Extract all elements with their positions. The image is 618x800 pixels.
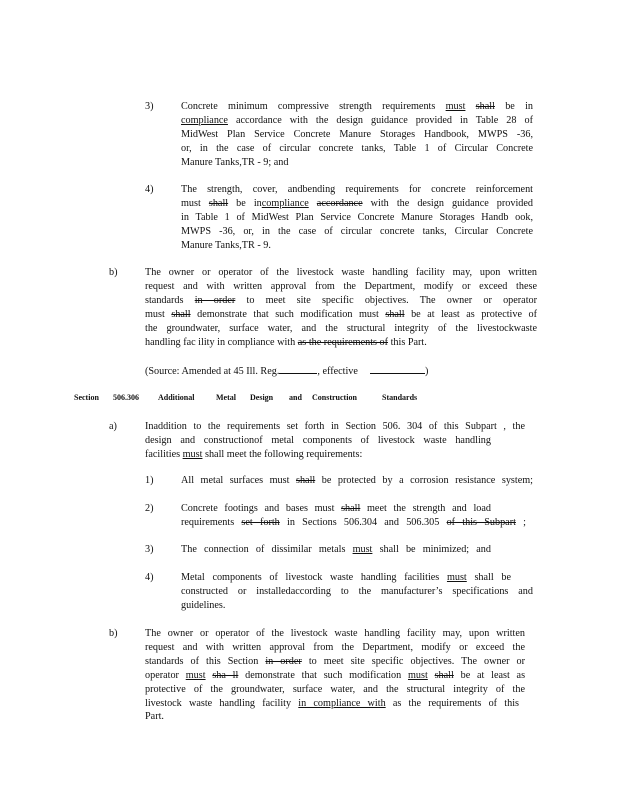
paragraph-item-2-footings xyxy=(181,502,526,530)
item-number: 3) xyxy=(145,101,154,112)
deleted-text: shall xyxy=(434,669,454,681)
text-line: guidelines. xyxy=(181,599,226,611)
text-line: MidWest Plan Service Concrete Manure Storages Handbook, MWPS -36, xyxy=(181,128,533,140)
inserted-text: in compliance with xyxy=(298,697,386,709)
text-line: in Table 1 of MidWest Plan Service Concrete Manure Storages Handb ook, xyxy=(181,211,533,223)
paragraph-item-4-reinforcement xyxy=(181,183,533,253)
inserted-text: must xyxy=(352,544,373,555)
text-line: Concrete minimum compressive strength requirements must shall be in xyxy=(181,101,534,112)
section-title-word: Metal xyxy=(216,393,236,402)
text-line: operator must sha ll demonstrate that such modification must shall be at least as xyxy=(145,669,526,681)
paragraph-item-a-metal-components xyxy=(145,420,525,462)
section-label: Section xyxy=(74,393,99,402)
inserted-text: must xyxy=(182,448,203,460)
deleted-text: set forth xyxy=(241,516,280,528)
deleted-text: shall xyxy=(475,101,495,112)
text-line: Inaddition to the requirements set forth in Section 506. 304 of this Subpart , the xyxy=(145,421,525,432)
text-line: request and with written approval from the Department, modify or exceed these xyxy=(145,280,537,292)
deleted-text: in order xyxy=(194,294,236,306)
deleted-text: of this Subpart xyxy=(446,516,516,528)
item-number: 4) xyxy=(145,184,154,195)
item-letter: a) xyxy=(109,421,117,432)
paragraph-item-4-installation xyxy=(181,571,533,613)
deleted-text: shall xyxy=(341,503,361,514)
deleted-text: shall xyxy=(385,308,405,320)
text-line: constructed or installedaccording to the manufacturer’s specifications and xyxy=(181,585,533,597)
item-number: 4) xyxy=(145,572,154,583)
deleted-text: shall xyxy=(171,308,191,320)
text-line: handling fac ility in compliance with as the requirements of this Part. xyxy=(145,336,427,348)
text-line: or, in the case of circular concrete tanks, Table 1 of Circular Concrete xyxy=(181,142,533,154)
inserted-text: compliance xyxy=(181,114,228,126)
text-line: protective of the groundwater, surface water, and the structural integrity of the xyxy=(145,683,525,695)
paragraph-item-3-concrete-strength xyxy=(181,100,533,170)
item-letter: b) xyxy=(109,267,118,278)
text-line: Manure Tanks,TR - 9. xyxy=(181,239,271,251)
blank-line xyxy=(370,363,425,374)
text-line: The connection of dissimilar metals must shall be minimized; and xyxy=(181,544,491,555)
item-number: 3) xyxy=(145,544,154,555)
section-title-word: and xyxy=(289,393,302,402)
inserted-text: must xyxy=(407,669,428,681)
text-line: Manure Tanks,TR - 9; and xyxy=(181,156,289,168)
section-title-word: Standards xyxy=(382,393,418,402)
text-line: standards of this Section in order to meet site specific objectives. The owner or xyxy=(145,655,525,667)
section-number: 506.306 xyxy=(113,393,139,402)
paragraph-item-b-owner-approval xyxy=(145,266,537,349)
text-line: requirements set forth in Sections 506.304 and 506.305 of this Subpart ; xyxy=(181,516,527,528)
paragraph-item-b-section-approval xyxy=(145,627,525,724)
item-number: 1) xyxy=(145,475,154,486)
blank-line xyxy=(279,363,317,374)
text-line: Metal components of livestock waste handling facilities must shall be xyxy=(181,572,511,583)
inserted-text: compliance xyxy=(261,197,309,209)
item-letter: b) xyxy=(109,628,118,639)
deleted-text: accordance xyxy=(316,197,363,209)
section-title-word: Construction xyxy=(312,393,357,402)
deleted-text: shall xyxy=(208,197,229,209)
section-title-word: Additional xyxy=(158,393,195,402)
source-note: (Source: Amended at 45 Ill. Reg. , effective ) xyxy=(145,363,485,379)
deleted-text: as the requirements of xyxy=(297,336,389,348)
text-line: Part. xyxy=(145,711,164,723)
inserted-text: must xyxy=(185,669,206,681)
text-line: must shall be incompliance accordance with the design guidance provided xyxy=(181,197,534,209)
text-line: All metal surfaces must shall be protected by a corrosion resistance system; xyxy=(181,475,533,486)
text-line: request and with written approval from the Department, modify or exceed the xyxy=(145,641,525,653)
text-line: MWPS -36, or, in the case of circular concrete tanks, Circular Concrete xyxy=(181,225,533,237)
text-line: livestock waste handling facility in compliance with as the requirements of this xyxy=(145,697,519,709)
item-number: 2) xyxy=(145,503,154,514)
text-line: must shall demonstrate that such modification must shall be at least as protective of xyxy=(145,308,538,320)
paragraph-item-3-dissimilar-metals xyxy=(181,543,491,557)
text-line: Concrete footings and bases must shall meet the strength and load xyxy=(181,503,491,514)
text-line: standards in order to meet site specific objectives. The owner or operator xyxy=(145,294,538,306)
text-line: The owner or operator of the livestock waste handling facility may, upon written xyxy=(145,267,537,278)
deleted-text: shall xyxy=(295,475,316,486)
paragraph-item-1-corrosion xyxy=(181,474,533,488)
text-line: the groundwater, surface water, and the structural integrity of the livestockwaste xyxy=(145,322,537,334)
text-line: The owner or operator of the livestock waste handling facility may, upon written xyxy=(145,628,525,639)
text-line: The strength, cover, andbending requirements for concrete reinforcement xyxy=(181,184,533,195)
text-line: compliance accordance with the design guidance provided in Table 28 of xyxy=(181,114,533,126)
text-line: design and constructionof metal components of livestock waste handling xyxy=(145,434,491,446)
inserted-text: must xyxy=(446,572,467,583)
text-line: facilities must shall meet the following requirements: xyxy=(145,448,363,460)
inserted-text: must xyxy=(445,101,466,112)
deleted-text: in order xyxy=(265,655,302,667)
section-title-word: Design xyxy=(250,393,274,402)
deleted-text: sha ll xyxy=(212,669,239,681)
